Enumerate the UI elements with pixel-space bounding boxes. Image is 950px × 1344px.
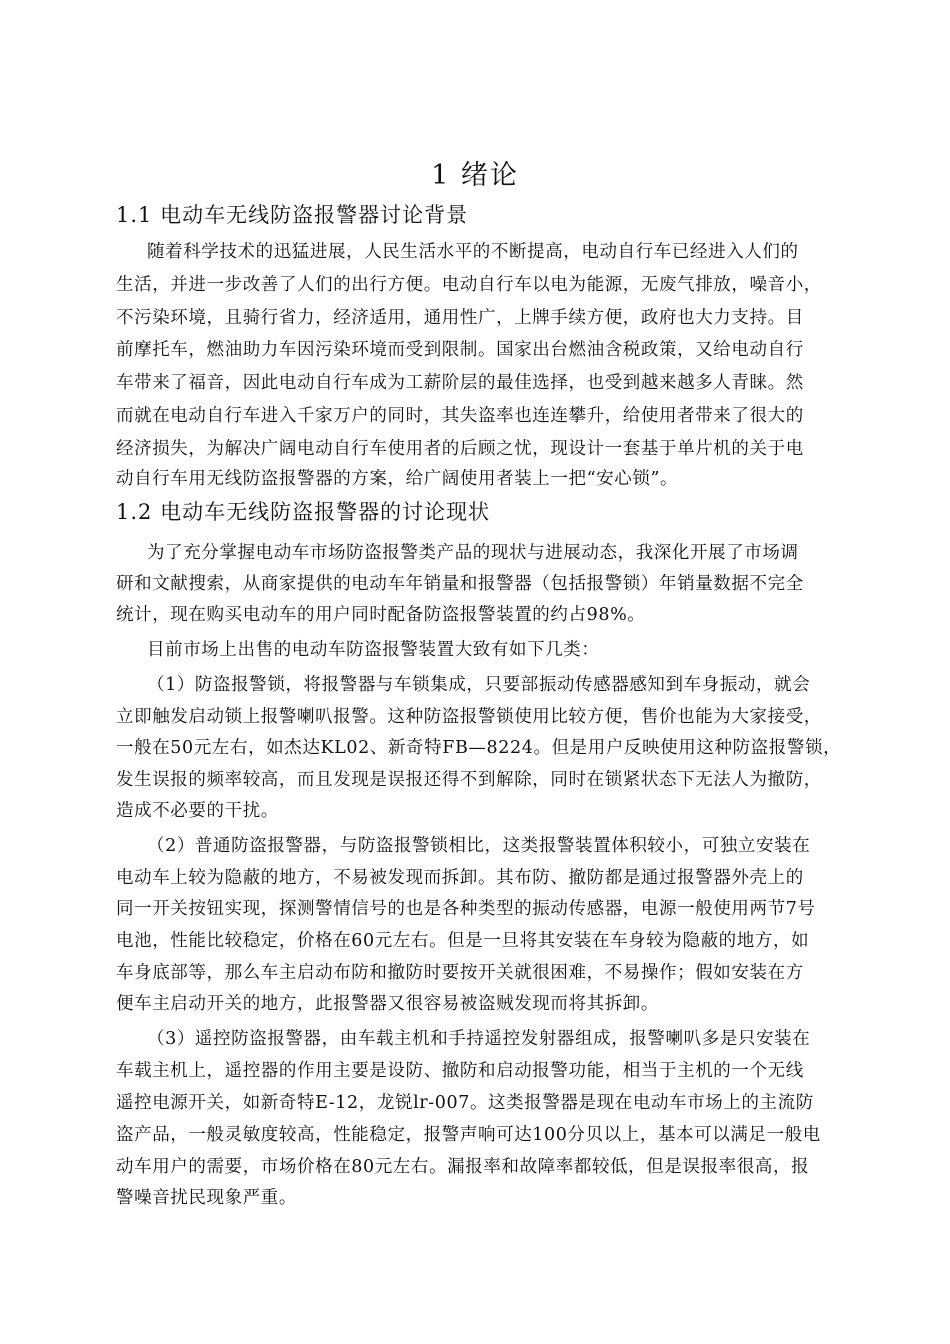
paragraph-line: 而就在电动自行车进入千家万户的同时，其失盗率也连连攀升，给使用者带来了很大的 (116, 406, 804, 426)
list-item-line: 同一开关按钮实现，探测警情信号的也是各种类型的振动传感器，电源一般使用两节7号 (116, 899, 816, 919)
list-item-line: 动车用户的需要，市场价格在80元左右。漏报率和故障率都较低，但是误报率很高，报 (116, 1157, 810, 1177)
list-item-line: （3）遥控防盗报警器，由车载主机和手持遥控发射器组成，报警喇叭多是只安装在 (147, 1029, 811, 1049)
list-item-line: 电动车上较为隐蔽的地方，不易被发现而拆卸。其布防、撤防都是通过报警器外壳上的 (116, 868, 804, 888)
section-heading-1-2: 1.2 电动车无线防盗报警器的讨论现状 (116, 500, 491, 524)
list-item-line: （2）普通防盗报警器，与防盗报警锁相比，这类报警装置体积较小，可独立安装在 (147, 836, 811, 856)
list-item-line: 立即触发启动锁上报警喇叭报警。这种防盗报警锁使用比较方便，售价也能为大家接受， (116, 707, 822, 727)
chapter-title: 1 绪论 (431, 160, 519, 191)
list-item-line: 遥控电源开关，如新奇特E-12，龙锐lr-007。这类报警器是现在电动车市场上的主流防 (116, 1093, 814, 1113)
paragraph-line: 生活，并进一步改善了人们的出行方便。电动自行车以电为能源，无废气排放，噪音小， (116, 275, 822, 295)
list-item-line: 盗产品，一般灵敏度较高，性能稳定，报警声响可达100分贝以上，基本可以满足一般电 (116, 1125, 821, 1145)
list-item-line: （1）防盗报警锁，将报警器与车锁集成，只要部振动传感器感知到车身振动，就会 (147, 675, 811, 695)
paragraph-line: 不污染环境，且骑行省力，经济适用，通用性广，上牌手续方便，政府也大力支持。目 (116, 308, 804, 328)
list-item-line: 造成不必要的干扰。 (116, 801, 279, 821)
list-item-line: 一般在50元左右，如杰达KL02、新奇特FB—8224。但是用户反映使用这种防盗报警锁， (116, 738, 842, 758)
list-item-line: 便车主启动开关的地方，此报警器又很容易被盗贼发现而将其拆卸。 (116, 994, 659, 1014)
paragraph-line: 车带来了福音，因此电动自行车成为工薪阶层的最佳选择，也受到越来越多人青睐。然 (116, 373, 804, 393)
list-item-line: 电池，性能比较稳定，价格在60元左右。但是一旦将其安装在车身较为隐蔽的地方，如 (116, 931, 810, 951)
paragraph-line: 统计，现在购买电动车的用户同时配备防盗报警装置的约占98%。 (116, 605, 646, 625)
list-item-line: 车载主机上，遥控器的作用主要是设防、撤防和启动报警功能，相当于主机的一个无线 (116, 1061, 804, 1081)
paragraph-line: 研和文献搜索，从商家提供的电动车年销量和报警器（包括报警锁）年销量数据不完全 (116, 574, 804, 594)
paragraph-line: 前摩托车，燃油助力车因污染环境而受到限制。国家出台燃油含税政策，又给电动自行 (116, 340, 804, 360)
list-item-line: 车身底部等，那么车主启动布防和撤防时要按开关就很困难，不易操作；假如安装在方 (116, 963, 804, 983)
paragraph-line: 目前市场上出售的电动车防盗报警装置大致有如下几类： (147, 640, 600, 660)
paragraph-line: 随着科学技术的迅猛进展，人民生活水平的不断提高，电动自行车已经进入人们的 (147, 242, 799, 262)
section-heading-1-1: 1.1 电动车无线防盗报警器讨论背景 (116, 203, 469, 227)
paragraph-line: 经济损失，为解决广阔电动自行车使用者的后顾之忧，现设计一套基于单片机的关于电 (116, 439, 804, 459)
paragraph-line: 动自行车用无线防盗报警器的方案，给广阔使用者装上一把“安心锁”。 (116, 469, 679, 489)
paragraph-line: 为了充分掌握电动车市场防盗报警类产品的现状与进展动态，我深化开展了市场调 (147, 543, 799, 563)
list-item-line: 警噪音扰民现象严重。 (116, 1188, 297, 1208)
list-item-line: 发生误报的频率较高，而且发现是误报还得不到解除，同时在锁紧状态下无法人为撤防， (116, 770, 822, 790)
